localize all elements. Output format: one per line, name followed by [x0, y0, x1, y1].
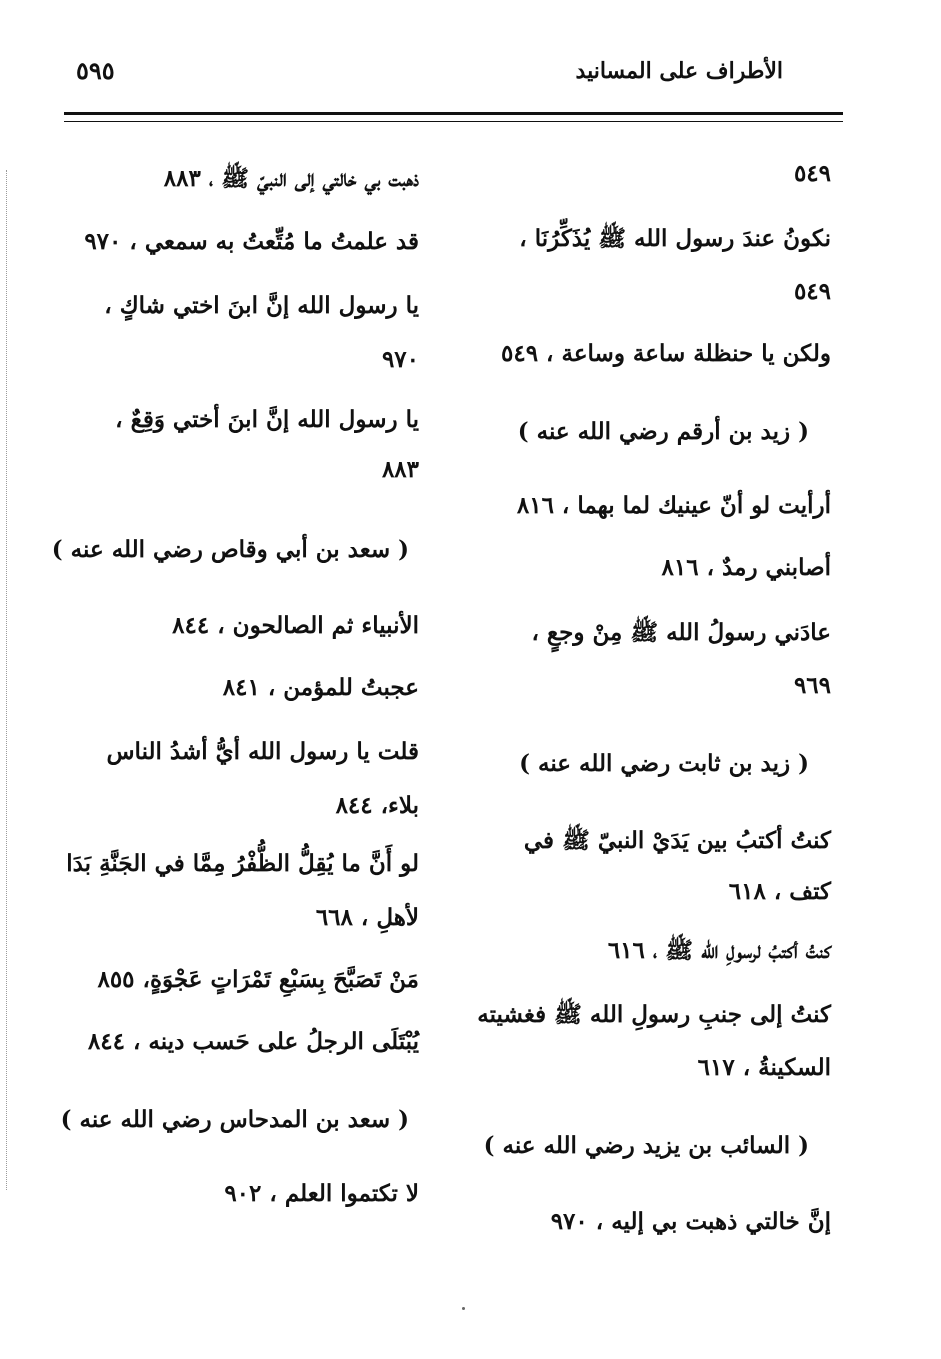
section-heading: ( سعد بن أبي وقاص رضي الله عنه )	[51, 536, 409, 563]
index-line: ٥٤٩	[793, 160, 831, 187]
index-line: لأهلِ ، ٦٦٨	[315, 904, 419, 931]
index-line: يا رسول الله إنَّ ابنَ اختي شاكٍ ،	[104, 292, 419, 319]
scan-edge-mark	[6, 170, 8, 1190]
index-line: مَنْ تَصَبَّحَ بِسَبْعِ تَمْرَاتٍ عَجْوَةٍ، ٨٥٥	[97, 966, 419, 993]
index-line: عجبتُ للمؤمن ، ٨٤١	[222, 674, 419, 701]
index-line: ٥٤٩	[793, 278, 831, 305]
running-header-title: الأطراف على المسانيد	[575, 58, 783, 84]
index-line: كنتُ أكتبُ بين يَدَيْ النبيّ ﷺ في	[523, 827, 831, 854]
index-line: كتف ، ٦١٨	[728, 878, 831, 905]
index-line: قلت يا رسول الله أيُّ أشدُ الناس	[106, 738, 419, 765]
section-heading: ( زيد بن أرقم رضي الله عنه )	[517, 418, 809, 445]
index-line: الأنبياء ثم الصالحون ، ٨٤٤	[172, 612, 419, 639]
index-line: يا رسول الله إنَّ ابنَ أختي وَقِعٌ ،	[115, 406, 419, 433]
index-line: يُبْتَلَى الرجلُ على حَسب دينه ، ٨٤٤	[87, 1028, 419, 1055]
index-line: إنَّ خالتي ذهبت بي إليه ، ٩٧٠	[550, 1208, 831, 1235]
index-line: ذهبت بي خالتي إلى النبيّ ﷺ ، ٨٨٣	[163, 165, 419, 192]
index-line: قد علمتُ ما مُتِّعتُ به سمعي ، ٩٧٠	[84, 228, 419, 255]
index-line: كنتُ إلى جنبِ رسولِ الله ﷺ فغشيته	[477, 1001, 831, 1028]
header-rule-thick	[64, 112, 843, 115]
scan-speck	[462, 1307, 465, 1310]
header-rule-thin	[64, 121, 843, 122]
index-line: ٩٧٠	[381, 346, 419, 373]
index-line: أرأيت لو أنّ عينيك لما بهما ، ٨١٦	[516, 492, 831, 519]
section-heading: ( زيد بن ثابت رضي الله عنه )	[519, 750, 809, 777]
index-line: بلاء، ٨٤٤	[335, 792, 419, 819]
index-line: نكونُ عندَ رسول الله ﷺ يُذَكِّرُنَا ،	[519, 225, 831, 252]
index-line: السكينةُ ، ٦١٧	[697, 1054, 831, 1081]
index-line: عادَني رسولُ الله ﷺ مِنْ وجعٍ ،	[531, 619, 831, 646]
index-line: ٩٦٩	[793, 672, 831, 699]
index-line: ٨٨٣	[381, 456, 419, 483]
section-heading: ( سعد بن المدحاس رضي الله عنه )	[60, 1106, 409, 1133]
index-line: أصابني رمدٌ ، ٨١٦	[661, 554, 831, 581]
page-number: ٥٩٥	[76, 56, 115, 85]
index-line: ولكن يا حنظلة ساعة وساعة ، ٥٤٩	[500, 340, 831, 367]
index-line: كنتُ أكتبُ لرسولِ الله ﷺ ، ٦١٦	[607, 937, 831, 964]
index-line: لا تكتموا العلم ، ٩٠٢	[224, 1180, 419, 1207]
index-line: لو أَنَّ ما يُقِلُّ الظُّفْرُ مِمَّا في الجَنَّةِ بَدَا	[66, 850, 419, 877]
section-heading: ( السائب بن يزيد رضي الله عنه )	[483, 1132, 809, 1159]
